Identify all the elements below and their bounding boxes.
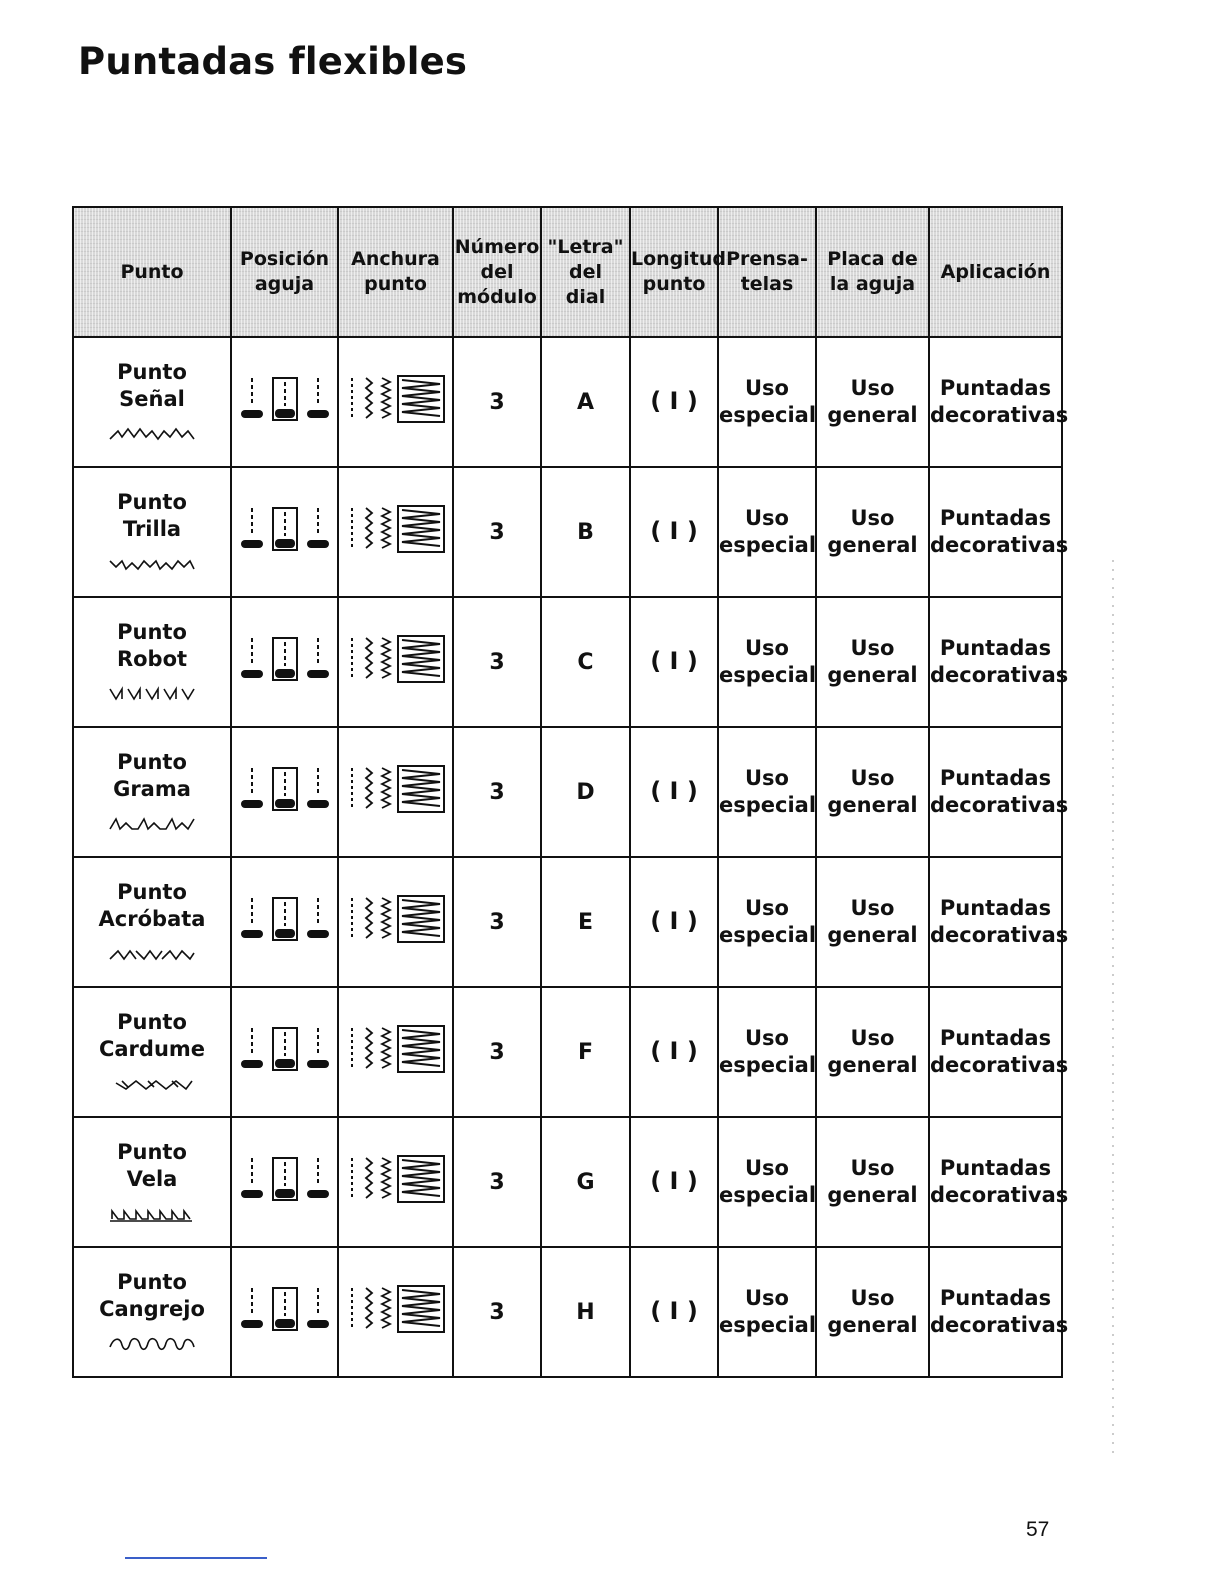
table-header-row	[73, 207, 1062, 337]
needle-position-cell	[231, 727, 338, 857]
stitch-length-cell	[630, 727, 718, 857]
grama-stitch-icon	[106, 813, 198, 835]
header-punto: Punto	[73, 207, 231, 337]
dial-letter-cell: B	[541, 467, 630, 597]
application-cell: Puntadas decorativas	[929, 857, 1062, 987]
stitch-name-line2: Cardume	[98, 1037, 206, 1061]
cangrejo-stitch-icon	[106, 1333, 198, 1355]
stitch-length-value: ( I )	[650, 647, 698, 675]
header-numero-modulo: Número del módulo	[453, 207, 541, 337]
stitch-width-icon	[346, 1154, 446, 1204]
needle-position-icon	[240, 636, 330, 682]
application-cell: Puntadas decorativas	[929, 467, 1062, 597]
module-number-cell: 3	[453, 987, 541, 1117]
table-row	[73, 1117, 1062, 1247]
stitch-length-cell	[630, 857, 718, 987]
stitch-length-cell	[630, 1117, 718, 1247]
stitch-length-cell	[630, 987, 718, 1117]
module-number-cell: 3	[453, 727, 541, 857]
dial-letter-cell: A	[541, 337, 630, 467]
stitch-name-line2: Señal	[119, 387, 185, 411]
presser-foot-cell: Uso especial	[718, 987, 816, 1117]
table-row	[73, 337, 1062, 467]
header-posicion-aguja: Posición aguja	[231, 207, 338, 337]
stitch-width-cell	[338, 727, 453, 857]
dial-letter-cell: G	[541, 1117, 630, 1247]
dial-letter-cell: H	[541, 1247, 630, 1377]
stitch-name-cell	[73, 857, 231, 987]
senal-stitch-icon	[106, 423, 198, 445]
presser-foot-cell: Uso especial	[718, 597, 816, 727]
vela-stitch-icon	[106, 1203, 198, 1225]
table-row	[73, 467, 1062, 597]
stitch-length-value: ( I )	[650, 1297, 698, 1325]
needle-position-icon	[240, 376, 330, 422]
stitch-width-icon	[346, 374, 446, 424]
needle-plate-cell: Uso general	[816, 1247, 929, 1377]
header-longitud-punto: Longitud punto	[630, 207, 718, 337]
needle-position-cell	[231, 597, 338, 727]
stitch-name-cell	[73, 987, 231, 1117]
cardume-stitch-icon	[106, 1073, 198, 1095]
stitch-width-icon	[346, 634, 446, 684]
needle-plate-cell: Uso general	[816, 727, 929, 857]
stitch-name-cell	[73, 337, 231, 467]
needle-position-cell	[231, 337, 338, 467]
table-row	[73, 597, 1062, 727]
scan-edge-marks	[1112, 560, 1114, 1460]
stitch-width-cell	[338, 597, 453, 727]
stitch-name-line1: Punto	[117, 750, 187, 774]
stitch-length-value: ( I )	[650, 517, 698, 545]
stitch-name-cell	[73, 727, 231, 857]
stitch-table	[72, 206, 1069, 1378]
application-cell: Puntadas decorativas	[929, 1247, 1062, 1377]
stitch-length-value: ( I )	[650, 1037, 698, 1065]
needle-position-cell	[231, 987, 338, 1117]
presser-foot-cell: Uso especial	[718, 337, 816, 467]
header-prensatelas: Prensa- telas	[718, 207, 816, 337]
presser-foot-cell: Uso especial	[718, 467, 816, 597]
stitch-name-cell	[73, 597, 231, 727]
stitch-length-value: ( I )	[650, 907, 698, 935]
stitch-width-cell	[338, 337, 453, 467]
needle-position-icon	[240, 896, 330, 942]
stitch-name-line2: Robot	[116, 647, 188, 671]
dial-letter-cell: E	[541, 857, 630, 987]
needle-plate-cell: Uso general	[816, 337, 929, 467]
application-cell: Puntadas decorativas	[929, 1117, 1062, 1247]
needle-plate-cell: Uso general	[816, 597, 929, 727]
stitch-name-line2: Vela	[126, 1167, 178, 1191]
stitch-name-cell	[73, 1247, 231, 1377]
stitch-name-line2: Trilla	[122, 517, 182, 541]
page-number: 57	[1026, 1518, 1050, 1541]
stitch-name-line1: Punto	[117, 620, 187, 644]
stitch-name-line2: Acróbata	[98, 907, 206, 931]
presser-foot-cell: Uso especial	[718, 857, 816, 987]
robot-stitch-icon	[106, 683, 198, 705]
stitch-length-cell	[630, 1247, 718, 1377]
stitch-name-line1: Punto	[117, 880, 187, 904]
module-number-cell: 3	[453, 467, 541, 597]
trilla-stitch-icon	[106, 553, 198, 575]
stitch-width-icon	[346, 1024, 446, 1074]
header-placa-aguja: Placa de la aguja	[816, 207, 929, 337]
stitch-name-line1: Punto	[117, 1010, 187, 1034]
application-cell: Puntadas decorativas	[929, 727, 1062, 857]
module-number-cell: 3	[453, 1117, 541, 1247]
stitch-name-line2: Grama	[113, 777, 191, 801]
needle-plate-cell: Uso general	[816, 857, 929, 987]
stitch-length-cell	[630, 337, 718, 467]
stitch-length-value: ( I )	[650, 1167, 698, 1195]
stitch-width-icon	[346, 894, 446, 944]
needle-position-cell	[231, 1247, 338, 1377]
stitch-length-value: ( I )	[650, 387, 698, 415]
needle-plate-cell: Uso general	[816, 1117, 929, 1247]
dial-letter-cell: F	[541, 987, 630, 1117]
module-number-cell: 3	[453, 1247, 541, 1377]
stitch-width-cell	[338, 857, 453, 987]
needle-position-icon	[240, 506, 330, 552]
stitch-name-line2: Cangrejo	[99, 1297, 205, 1321]
application-cell: Puntadas decorativas	[929, 597, 1062, 727]
needle-plate-cell: Uso general	[816, 987, 929, 1117]
stitch-width-icon	[346, 764, 446, 814]
stitch-length-value: ( I )	[650, 777, 698, 805]
stitch-length-cell	[630, 597, 718, 727]
needle-position-icon	[240, 1286, 330, 1332]
header-anchura-punto: Anchura punto	[338, 207, 453, 337]
stitch-name-cell	[73, 1117, 231, 1247]
module-number-cell: 3	[453, 597, 541, 727]
stitch-width-cell	[338, 1117, 453, 1247]
stitch-width-icon	[346, 1284, 446, 1334]
needle-plate-cell: Uso general	[816, 467, 929, 597]
presser-foot-cell: Uso especial	[718, 1247, 816, 1377]
dial-letter-cell: C	[541, 597, 630, 727]
table-row	[73, 727, 1062, 857]
stitch-length-cell	[630, 467, 718, 597]
needle-position-cell	[231, 1117, 338, 1247]
stitch-name-line1: Punto	[117, 1270, 187, 1294]
application-cell: Puntadas decorativas	[929, 987, 1062, 1117]
dial-letter-cell: D	[541, 727, 630, 857]
stitch-width-cell	[338, 467, 453, 597]
needle-position-cell	[231, 857, 338, 987]
module-number-cell: 3	[453, 337, 541, 467]
presser-foot-cell: Uso especial	[718, 727, 816, 857]
stitch-width-cell	[338, 1247, 453, 1377]
stitch-name-line1: Punto	[117, 1140, 187, 1164]
stitch-width-cell	[338, 987, 453, 1117]
presser-foot-cell: Uso especial	[718, 1117, 816, 1247]
application-cell: Puntadas decorativas	[929, 337, 1062, 467]
table-row	[73, 857, 1062, 987]
needle-position-icon	[240, 1156, 330, 1202]
footer-rule	[125, 1557, 267, 1559]
module-number-cell: 3	[453, 857, 541, 987]
page-title: Puntadas flexibles	[78, 40, 468, 83]
table-row	[73, 1247, 1062, 1377]
stitch-name-line1: Punto	[117, 360, 187, 384]
needle-position-icon	[240, 1026, 330, 1072]
header-letra-dial: "Letra" del dial	[541, 207, 630, 337]
acrobata-stitch-icon	[106, 943, 198, 965]
stitch-width-icon	[346, 504, 446, 554]
needle-position-cell	[231, 467, 338, 597]
table-row	[73, 987, 1062, 1117]
needle-position-icon	[240, 766, 330, 812]
header-aplicacion: Aplicación	[929, 207, 1062, 337]
stitch-name-line1: Punto	[117, 490, 187, 514]
stitch-name-cell	[73, 467, 231, 597]
